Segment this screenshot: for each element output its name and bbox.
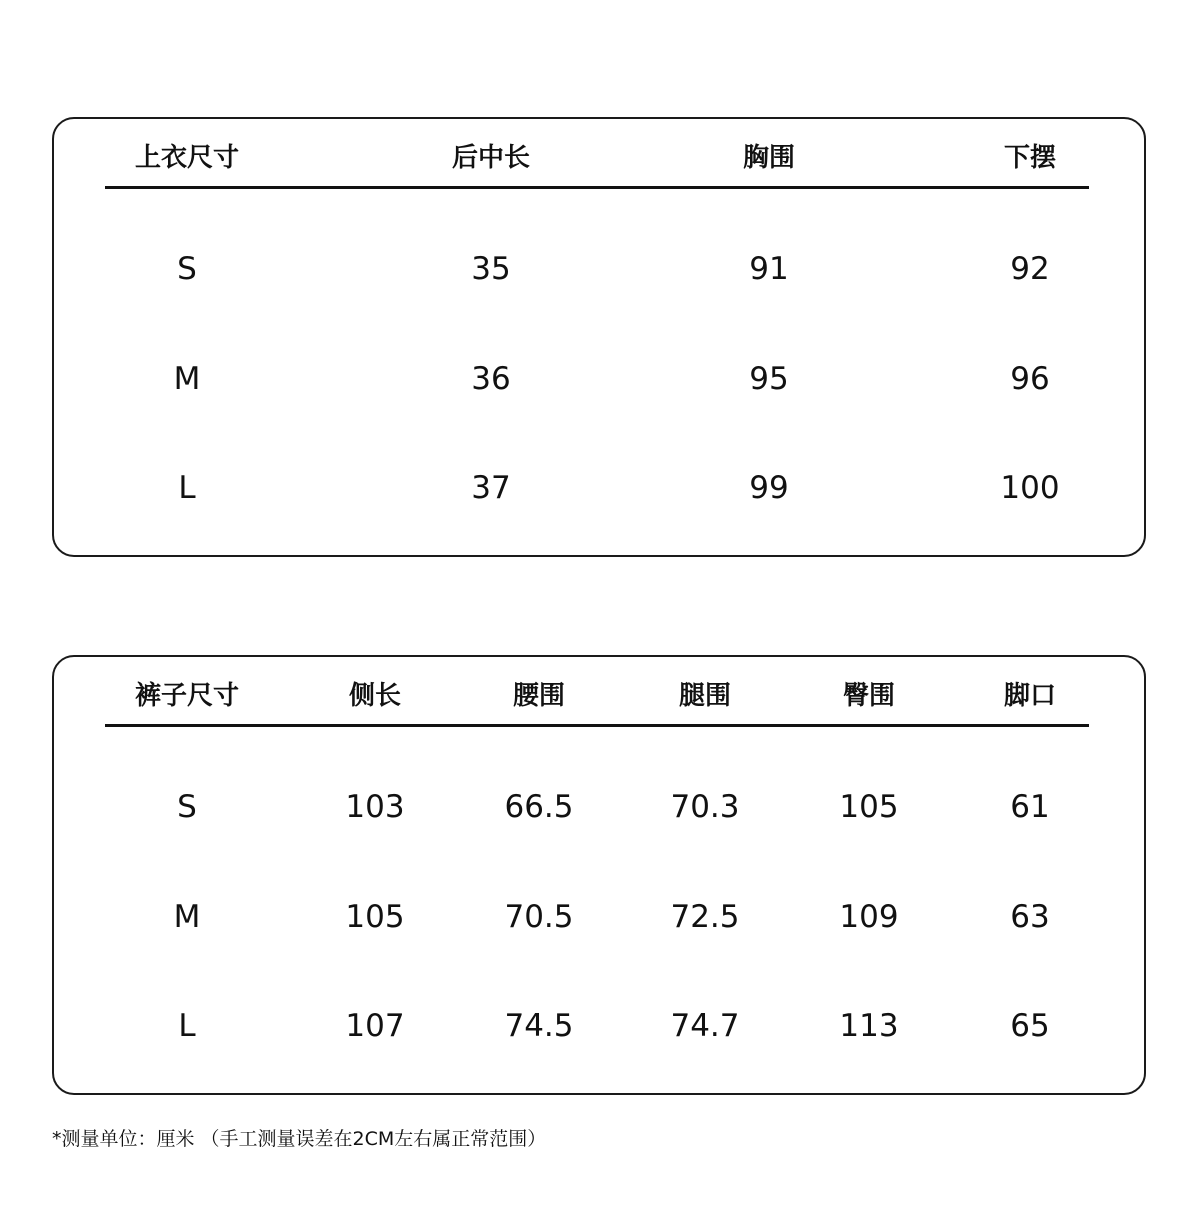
top-row-m-back-length: 36: [471, 361, 511, 397]
top-row-s-chest: 91: [749, 251, 789, 287]
top-row-l-hem: 100: [1000, 470, 1060, 506]
top-header-divider: [105, 186, 1089, 189]
pants-row-s-side-length: 103: [345, 789, 405, 825]
pants-row-s-waist: 66.5: [504, 789, 574, 825]
pants-row-l-waist: 74.5: [504, 1008, 574, 1044]
pants-header-waist: 腰围: [512, 681, 566, 711]
pants-row-m-leg-opening: 63: [1010, 899, 1050, 935]
pants-row-l-side-length: 107: [345, 1008, 405, 1044]
measurement-footnote: *测量单位：厘米 （手工测量误差在2CM左右属正常范围）: [52, 1128, 547, 1150]
pants-row-m-waist: 70.5: [504, 899, 574, 935]
top-row-s-hem: 92: [1010, 251, 1050, 287]
pants-row-s-thigh: 70.3: [670, 789, 740, 825]
pants-row-m-thigh: 72.5: [670, 899, 740, 935]
pants-header-size: 裤子尺寸: [134, 681, 240, 711]
top-row-l-size: L: [178, 470, 196, 506]
pants-header-divider: [105, 724, 1089, 727]
pants-row-m-hip: 109: [839, 899, 899, 935]
pants-header-thigh: 腿围: [678, 681, 732, 711]
pants-row-m-side-length: 105: [345, 899, 405, 935]
top-row-m-hem: 96: [1010, 361, 1050, 397]
top-row-l-back-length: 37: [471, 470, 511, 506]
top-header-chest: 胸围: [742, 143, 796, 173]
top-header-size: 上衣尺寸: [134, 143, 240, 173]
pants-row-s-hip: 105: [839, 789, 899, 825]
top-row-m-chest: 95: [749, 361, 789, 397]
pants-row-l-hip: 113: [839, 1008, 899, 1044]
top-row-m-size: M: [173, 361, 201, 397]
top-row-s-back-length: 35: [471, 251, 511, 287]
top-header-back-length: 后中长: [451, 143, 531, 173]
pants-header-leg-opening: 脚口: [1003, 681, 1057, 711]
pants-size-table: [52, 655, 1146, 1095]
pants-header-hip: 臀围: [842, 681, 896, 711]
pants-row-l-thigh: 74.7: [670, 1008, 740, 1044]
top-size-table: [52, 117, 1146, 557]
pants-row-s-size: S: [177, 789, 197, 825]
pants-header-side-length: 侧长: [348, 681, 402, 711]
top-header-hem: 下摆: [1003, 143, 1057, 173]
pants-row-s-leg-opening: 61: [1010, 789, 1050, 825]
pants-row-m-size: M: [173, 899, 201, 935]
top-row-s-size: S: [177, 251, 197, 287]
top-row-l-chest: 99: [749, 470, 789, 506]
pants-row-l-size: L: [178, 1008, 196, 1044]
pants-row-l-leg-opening: 65: [1010, 1008, 1050, 1044]
